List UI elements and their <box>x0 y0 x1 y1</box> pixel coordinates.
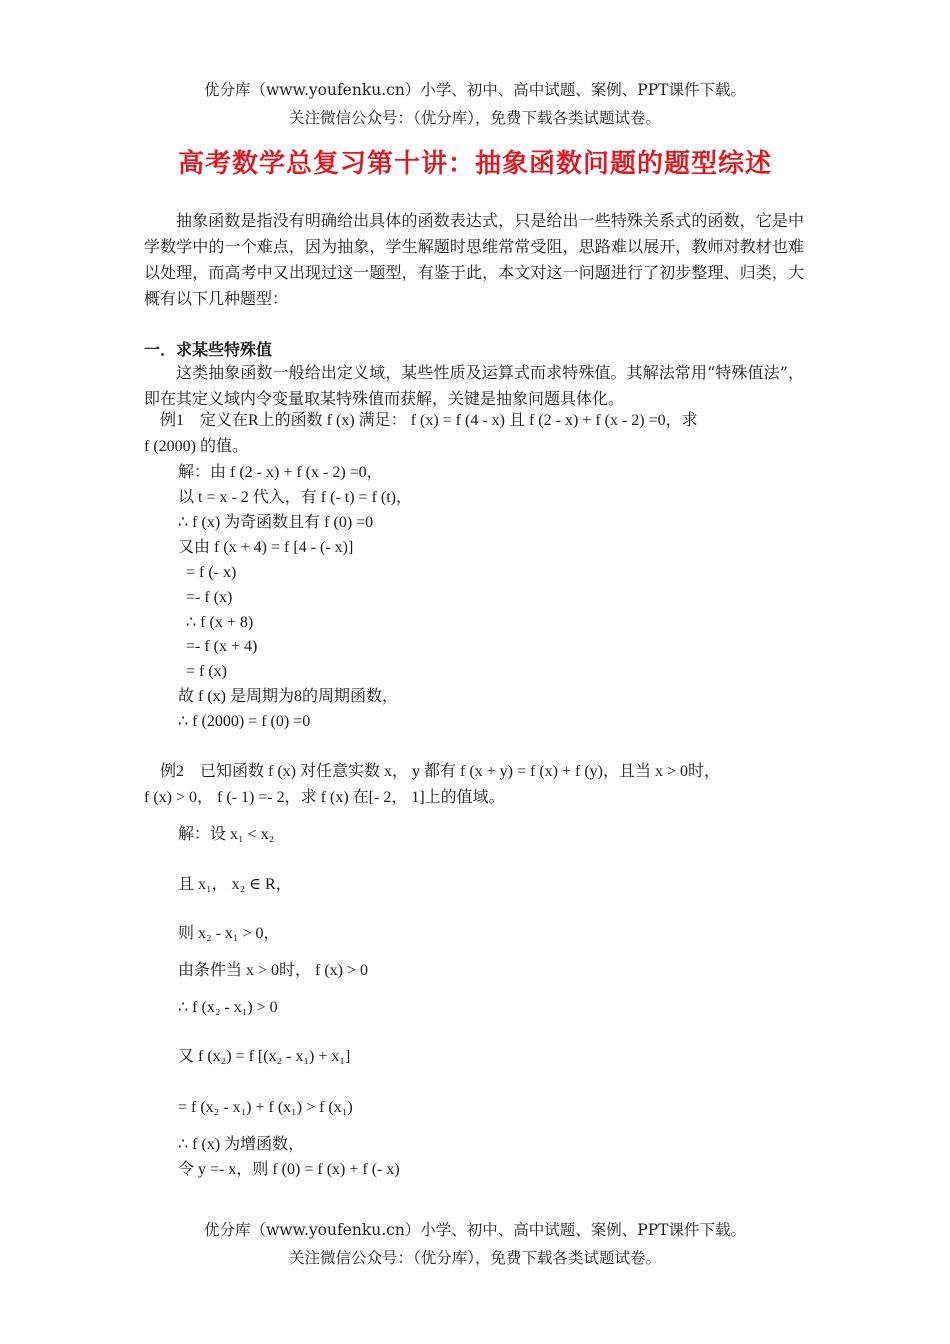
example1-step: =- f (x) <box>186 589 233 606</box>
example1-step: ∴ f (2000) = f (0) =0 <box>178 713 311 730</box>
example1-step: 以 t = x - 2 代入，有 f (- t) = f (t)， <box>178 489 413 506</box>
example1-question-line1: 例1 定义在R上的函数 f (x) 满足： f (x) = f (4 - x) 且 f (2 - x) + f (x - 2) =0，求 <box>160 412 698 429</box>
example1-step: ∴ f (x + 8) <box>186 614 254 631</box>
example2-step: 由条件当 x > 0时， f (x) > 0 <box>178 962 369 979</box>
example1-question-line2: f (2000) 的值。 <box>144 438 248 455</box>
example1-step: = f (- x) <box>186 564 237 581</box>
example1-step: 解：由 f (2 - x) + f (x - 2) =0， <box>178 464 383 481</box>
example2-step: 则 x₂ - x₁ > 0， <box>178 925 280 942</box>
example1-step: 又由 f (x + 4) = f [4 - (- x)] <box>178 539 354 556</box>
intro-paragraph: 抽象函数是指没有明确给出具体的函数表达式，只是给出一些特殊关系式的函数，它是中学数学中的一个难点，因为抽象，学生解题时思维常常受阻，思路难以展开，教师对教材也难以处理，而高考中又出现过这一题型，有鉴于此，本文对这一问题进行了初步整理、归类，大概有以下几种题型： <box>144 211 804 308</box>
section-description: 这类抽象函数一般给出定义域，某些性质及运算式而求特殊值。其解法常用“特殊值法”，即在其定义域内令变量取某特殊值而获解，关键是抽象问题具体化。 <box>144 363 804 408</box>
example2-step: 解：设 x₁ < x₂ <box>178 826 275 843</box>
example2-step: 且 x₁， x₂ ∈ R， <box>178 876 292 893</box>
header-line-2: 关注微信公众号：（优分库），免费下载各类试题试卷。 <box>288 109 661 127</box>
example1-step: = f (x) <box>186 663 228 680</box>
example2-step: 又 f (x₂) = f [(x₂ - x₁) + x₁] <box>178 1048 351 1065</box>
page-title: 高考数学总复习第十讲：抽象函数问题的题型综述 <box>177 149 772 179</box>
example1-step: ∴ f (x) 为奇函数且有 f (0) =0 <box>178 514 374 531</box>
example2-question-line1: 例2 已知函数 f (x) 对任意实数 x， y 都有 f (x + y) = f (x) + f (y)，且当 x > 0时， <box>160 763 721 780</box>
footer-line-1: 优分库（www.youfenku.cn）小学、初中、高中试题、案例、PPT课件下载。 <box>203 1221 747 1239</box>
example1-step: =- f (x + 4) <box>186 638 258 655</box>
example2-step: ∴ f (x) 为增函数， <box>178 1136 305 1153</box>
example2-question-line2: f (x) > 0， f (- 1) =- 2，求 f (x) 在[- 2， 1]上的值域。 <box>144 789 505 806</box>
header-line-1: 优分库（www.youfenku.cn）小学、初中、高中试题、案例、PPT课件下载。 <box>203 81 747 99</box>
example2-step: = f (x₂ - x₁) + f (x₁) > f (x₁) <box>178 1099 353 1116</box>
section-heading: 一．求某些特殊值 <box>144 340 273 359</box>
example1-step: 故 f (x) 是周期为8的周期函数， <box>178 688 398 705</box>
example2-step: 令 y =- x，则 f (0) = f (x) + f (- x) <box>178 1161 400 1178</box>
footer-line-2: 关注微信公众号：（优分库），免费下载各类试题试卷。 <box>288 1249 661 1267</box>
example2-step: ∴ f (x₂ - x₁) > 0 <box>178 999 278 1016</box>
